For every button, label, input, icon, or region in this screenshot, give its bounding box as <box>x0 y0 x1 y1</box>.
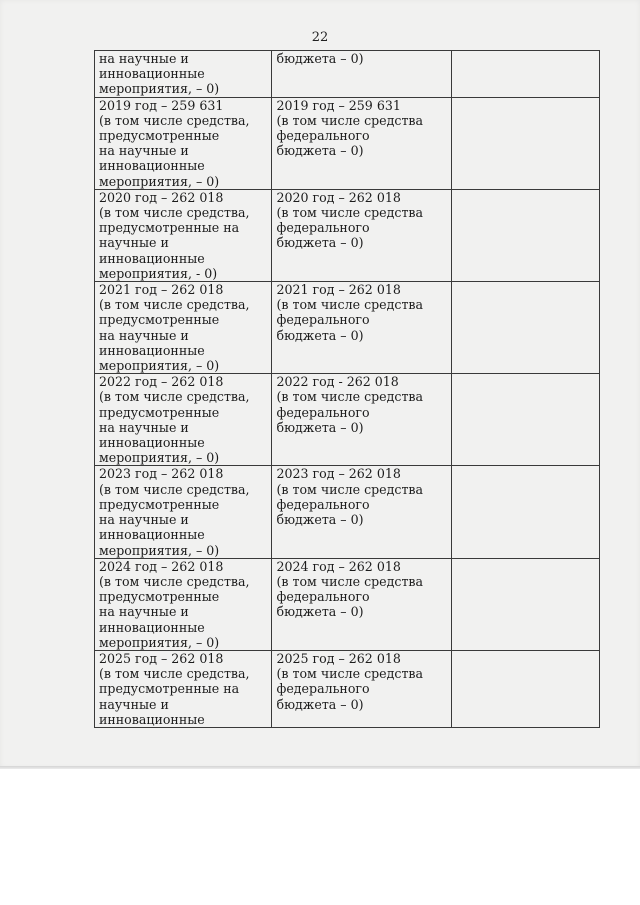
table-row <box>95 282 600 374</box>
cell-budget-funding: 2019 год – 259 631 (в том числе средства федерального бюджета – 0) <box>272 97 452 189</box>
cell-total-funding: 2024 год – 262 018 (в том числе средства, предусмотренные на научные и инновационные мероприятия, – 0) <box>95 558 272 650</box>
cell-empty <box>452 97 600 189</box>
cell-total-funding: 2023 год – 262 018 (в том числе средства, предусмотренные на научные и инновационные мероприятия, – 0) <box>95 466 272 558</box>
cell-budget-funding: 2020 год – 262 018 (в том числе средства федерального бюджета – 0) <box>272 189 452 281</box>
table-row <box>95 97 600 189</box>
cell-empty <box>452 650 600 727</box>
table-row <box>95 558 600 650</box>
cell-total-funding: 2021 год – 262 018 (в том числе средства, предусмотренные на научные и инновационные мероприятия, – 0) <box>95 282 272 374</box>
scan-edge <box>0 766 640 769</box>
cell-empty <box>452 51 600 98</box>
cell-total-funding: 2020 год – 262 018 (в том числе средства, предусмотренные на научные и инновационные мероприятия, - 0) <box>95 189 272 281</box>
cell-budget-funding: 2022 год - 262 018 (в том числе средства федерального бюджета – 0) <box>272 374 452 466</box>
cell-empty <box>452 189 600 281</box>
table-row <box>95 650 600 727</box>
cell-budget-funding: 2024 год – 262 018 (в том числе средства федерального бюджета – 0) <box>272 558 452 650</box>
table-row <box>95 51 600 98</box>
cell-budget-funding: 2023 год – 262 018 (в том числе средства федерального бюджета – 0) <box>272 466 452 558</box>
cell-total-funding: 2019 год – 259 631 (в том числе средства, предусмотренные на научные и инновационные мероприятия, – 0) <box>95 97 272 189</box>
table-row <box>95 374 600 466</box>
page-number: 22 <box>311 30 329 45</box>
cell-empty <box>452 466 600 558</box>
funding-table <box>94 50 600 728</box>
cell-total-funding: 2022 год – 262 018 (в том числе средства, предусмотренные на научные и инновационные мероприятия, – 0) <box>95 374 272 466</box>
cell-empty <box>452 282 600 374</box>
cell-empty <box>452 374 600 466</box>
table-row <box>95 189 600 281</box>
table-row <box>95 466 600 558</box>
cell-budget-funding: бюджета – 0) <box>272 51 452 98</box>
cell-empty <box>452 558 600 650</box>
cell-total-funding: 2025 год – 262 018 (в том числе средства, предусмотренные на научные и инновационные <box>95 650 272 727</box>
cell-budget-funding: 2021 год – 262 018 (в том числе средства федерального бюджета – 0) <box>272 282 452 374</box>
cell-total-funding: на научные и инновационные мероприятия, – 0) <box>95 51 272 98</box>
cell-budget-funding: 2025 год – 262 018 (в том числе средства федерального бюджета – 0) <box>272 650 452 727</box>
